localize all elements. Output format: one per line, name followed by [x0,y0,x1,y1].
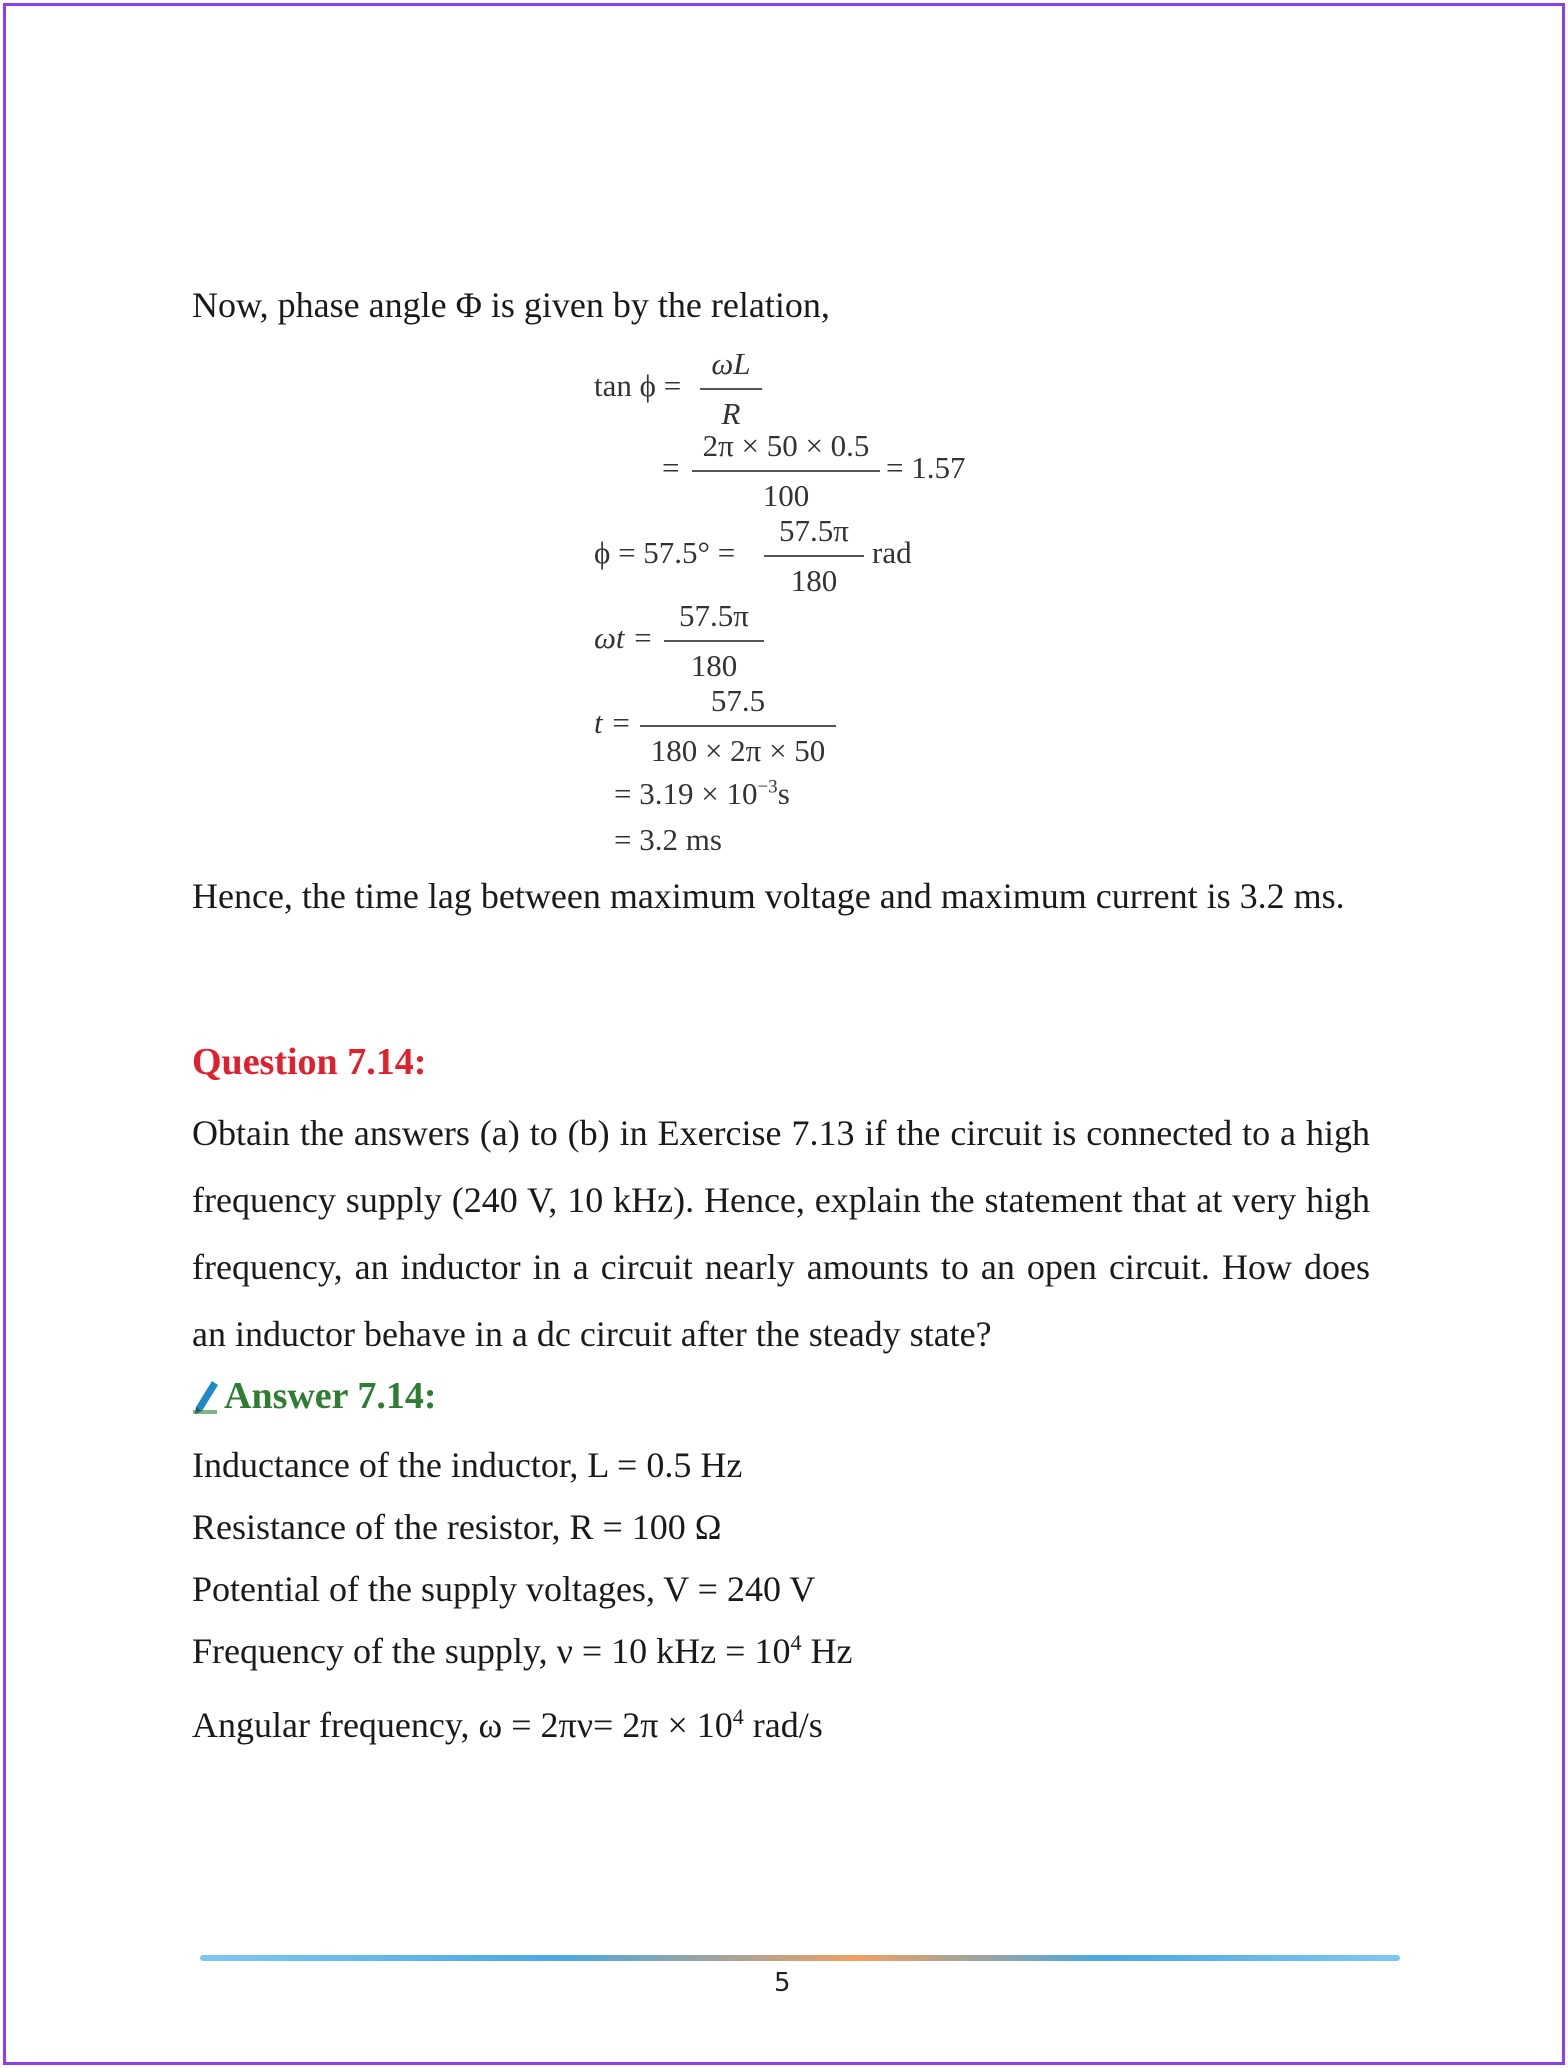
eq2-fraction: $\frac{2\pi \times 50 \times 0.5}{100}$ [692,428,880,514]
eq3-fraction: $\frac{57.5\pi}{180}$ [764,513,864,599]
eq5-fraction: $\frac{57.5}{180 \times 2\pi \times 50}$ [640,683,836,769]
eq7-result: = 3.2 ms [614,822,722,857]
given-frequency: Frequency of the supply, ν = 10 kHz = $10^4$ Hz [192,1630,853,1671]
question-text: Obtain the answers (a) to (b) in Exercise 7.13 if the circuit is connected to a high frequency supply (240 V, 10 kHz). Hence, explain the statement that at very high frequency, an inductor in a circuit nearly amounts to an open circuit. How does an inductor behave in a dc circuit after the steady state? [192,1113,1370,1354]
footer-divider [200,1955,1400,1961]
eq6-result: = $3.19 \times 10^{-3}s$ [614,776,790,811]
eq3-unit: rad [872,535,912,570]
pen-icon [192,1377,222,1415]
answer-heading: Answer 7.14: [224,1375,437,1417]
eq5-lhs: t = [594,705,632,740]
answer-heading-row [192,1374,437,1418]
question-heading: Question 7.14: [192,1041,427,1083]
eq2-rhs: = 1.57 [886,450,966,485]
intro-text: Now, phase angle Φ is given by the relation, [192,285,830,325]
given-voltage: Potential of the supply voltages, V = 240 V [192,1569,816,1609]
given-inductance: Inductance of the inductor, L = 0.5 Hz [192,1445,743,1485]
given-resistance: Resistance of the resistor, R = 100 Ω [192,1507,722,1547]
eq4-fraction: $\frac{57.5\pi}{180}$ [664,598,764,684]
eq1-fraction: $\frac{\omega L}{R}$ [700,346,762,432]
eq1-lhs: tan ϕ = [594,368,682,403]
page-number: 5 [774,1968,791,1998]
eq4-lhs: ωt = [594,620,654,655]
eq3-lhs: ϕ = 57.5° = [594,535,736,570]
conclusion-text: Hence, the time lag between maximum voltage and maximum current is 3.2 ms. [192,876,1345,916]
eq2-equals: = [662,450,680,485]
given-angular-frequency: Angular frequency, $\omega = 2\pi\nu= 2\pi \times 10^4$ rad/s [192,1704,823,1745]
